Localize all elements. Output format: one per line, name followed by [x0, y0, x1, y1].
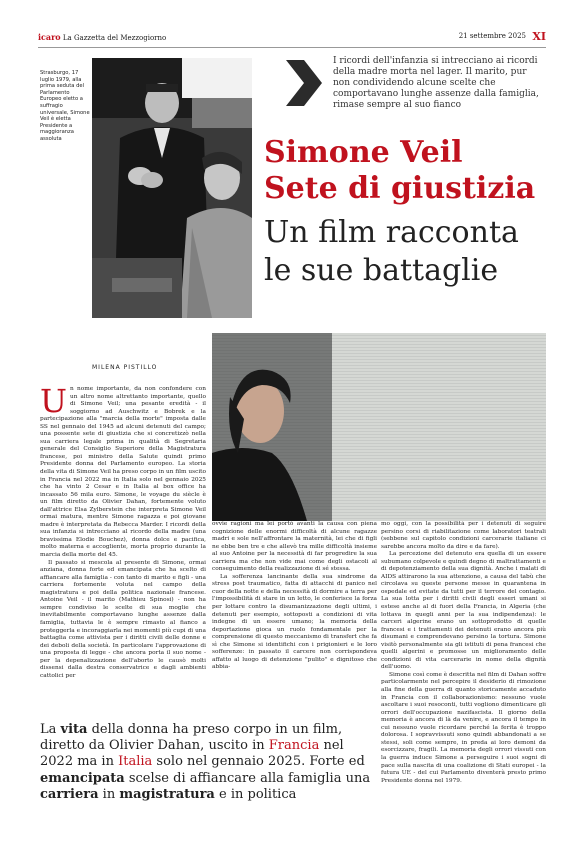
pull-highlight: Italia	[118, 754, 153, 770]
publication-name: La Gazzetta del Mezzogiorno	[62, 34, 167, 42]
photo-caption: Strasburgo, 17 luglio 1979, alla prima seduta del Parlamento Europeo eletto a suffragio universale, Simone Veil è eletta Presidente a maggioranza assoluta	[40, 70, 90, 142]
page-header	[38, 32, 546, 46]
pull-text: La	[40, 722, 61, 737]
pull-highlight: magistratura	[119, 786, 215, 802]
paragraph: mo oggi, con la possibilità per i detenuti di seguire persino corsi di riabilitazione come laboratori teatrali (sebbene sul capitolo condizioni carcerarie italiane ci sarebbe ancora molto da dire e da fare).	[381, 521, 546, 550]
paragraph: La percezione del detenuto era quella di un essere subumano colpevole e quindi degno di maltrattamenti e di depotenziamento della sua dignità. Anche i malati di AIDS attirarono la sua attenzione, a causa del tabù che circolava su queste persone messe in quarantena in ospedale ed evitate da tutti per il terrore del contagio. La sua lotta per i diritti civili degli esseri umani si estese anche al di fuori della Francia, in Algeria (che lottava in quegli anni per la sua indipendenza): le carceri algerine erano un sottoprodotto di quelle francesi e i trattamenti dei detenuti erano ancora più disumani e comprendevano persino la tortura. Simone visitò personalmente sia gli istituti di pena francesi che quelli algerini e promosse un miglioramento delle condizioni di vita carcerarie in nome della dignità dell'uomo.	[381, 551, 546, 671]
pull-text: solo nel gennaio 2025. Forte ed	[152, 754, 365, 770]
photo-parliament-1979	[92, 58, 252, 318]
article-column-2	[212, 521, 377, 672]
paragraph: La sofferenza lancinante della sua sindrome da stress post traumatico, fatta di attacchi di panico nel cuor della notte e della necessità di dormire a terra per l'impossibilità di stare in un letto, le conferisce la forza per lottare contro la disumanizzazione degli ultimi, i detenuti per esempio, sottoposti a condizioni di vita indegne di un essere umano; la memoria della deportazione gioca un ruolo fondamentale per la comprensione di questo meccanismo di transfert che fa sì che Simone si identifichi con i prigionieri e le loro sofferenze: in passato il carcere non corrispondeva affatto al luogo di detenzione "pulito" e dignitoso che abbia-	[212, 573, 377, 671]
headline-theme: Sete di giustizia	[264, 171, 536, 206]
paragraph-text: n nome importante, da non confondere con un altro nome altrettanto importante, quello di Simone Veil; una pesante eredità - il soggiorno ad Auschwitz e Bobrek e la partecipazione alla "marcia della morte" imposta dalle SS nel gennaio del 1945 ad alcuni detenuti del campo; una possente sete di giustizia che si concretizzò nella sua carriera legale prima in qualità di Segretaria generale del Consiglio Superiore della Magistratura francese, poi ministro della Salute quindi primo Presidente donna del Parlamento europeo. La storia della vita di Simone Veil ha preso corpo in un film uscito in Francia nel 2022 ma in Italia solo nel gennaio 2025 che ha vinto 2 Cesar e in Italia al box office ha incassato 56 mila euro. Simone, le voyage du siècle è un film diretto da Olivier Dahan, fortemente voluto dall'attrice Elsa Zylberstein che interpreta Simone Veil ormai matura, mentre Simone ragazza e poi giovane madre è interpretata da Rebecca Marder. I ricordi della sua infanzia si intrecciano al ricordo della madre (una bravissima Elodie Bouchez), donna dolce e pacifica, molto materna e accogliente, morta proprio durante la marcia della morte del 45.	[40, 386, 206, 559]
article-column-3	[381, 521, 546, 802]
pull-text: e in politica	[214, 786, 297, 802]
pull-highlight: carriera	[40, 786, 99, 802]
byline: MILENA PISTILLO	[92, 364, 158, 371]
pull-text: della donna ha preso corpo in un film, diretto da Olivier Dahan, uscito in	[40, 722, 343, 754]
pull-quote	[40, 722, 376, 803]
masthead	[38, 32, 166, 42]
pull-highlight: emancipata	[40, 770, 125, 786]
drop-cap: U	[40, 386, 67, 420]
page-number: XI	[532, 30, 546, 43]
header-divider	[38, 47, 546, 48]
headline-name: Simone Veil	[264, 135, 463, 170]
pull-text: in	[98, 786, 120, 802]
standfirst: I ricordi dell'infanzia si intrecciano ai ricordi della madre morta nel lager. Il marito, pur non condividendo alcune scelte che comportavano lunghe assenze dalla famiglia, rimase sempre al suo fianco	[333, 56, 539, 110]
subheadline: Un film racconta le sue battaglie	[264, 215, 519, 288]
pull-text: nel 2022 ma in	[40, 738, 344, 770]
pull-highlight: Francia	[268, 738, 320, 754]
chevron-right-icon	[284, 58, 324, 108]
paragraph: Il passato si mescola al presente di Simone, ormai anziana, donna forte ed emancipata che ha scelto di affiancare alla famiglia - con tanto di marito e figli - una carriera fortemente voluta nel campo della magistratura e poi della politica nazionale francese. Antoine Veil - il marito (Mathieu Spinosi) - non ha sempre condiviso le scelte di sua moglie che inevitabilmente comportavano lunghe assenze dalla famiglia, tuttavia le è sempre rimasto al fianco a proteggerla e incoraggiarla nei momenti più cupi di una battaglia come attivista per i diritti civili delle donne e dei deboli della società. In particolare l'approvazione di una proposta di legge - che ancora porta il suo nome - per la depenalizzazione dell'aborto le causò molti dissensi dalla destra conservatrice e dagli ambienti cattolici per	[40, 559, 206, 679]
paragraph	[40, 386, 206, 560]
paragraph: ovvie ragioni ma lei portò avanti la causa con piena cognizione delle enormi difficoltà di alcune ragazze madri e sole nell'affrontare la maternità, lei che di figli ne ebbe ben tre e che allevò tra mille difficoltà insieme al suo Antoine per la necessità di far progredire la sua carriera ma che non vide mai come degli ostacoli al conseguimento della realizzazione di sé stessa.	[212, 521, 377, 573]
paragraph: Simone così come è descritta nel film di Dahan soffre particolarmente nel percepire il desiderio di rimozione alla fine della guerra di quanto storicamente accaduto in Francia con il collaborazionismo: nessuno vuole ascoltare i suoi resoconti, tutti vogliono dimenticare gli orrori dell'occupazione nazifascista. Il giorno della memoria è ancora di là da venire, e ancora il tempo in cui nessuno vuole ricordare perché la ferita è troppo dolorosa. I sopravvissuti sono quindi abbandonati a se stessi, soli come sempre, in preda ai loro demoni da esorcizzare, fragili. La memoria degli orrori vissuti con la guerra induce Simone a perseguire i suoi sogni di pace sulla nascita di una coalizione di Stati europei - la futura UE - del cui Parlamento diventerà presto primo Presidente donna nel 1979.	[381, 671, 546, 784]
photo-memorial-wall	[212, 333, 546, 521]
issue-date: 21 settembre 2025	[458, 32, 526, 40]
pull-text: scelse di affiancare alla famiglia una	[124, 770, 371, 786]
brand-logo: icaro	[38, 32, 61, 42]
pull-highlight: vita	[60, 722, 88, 737]
